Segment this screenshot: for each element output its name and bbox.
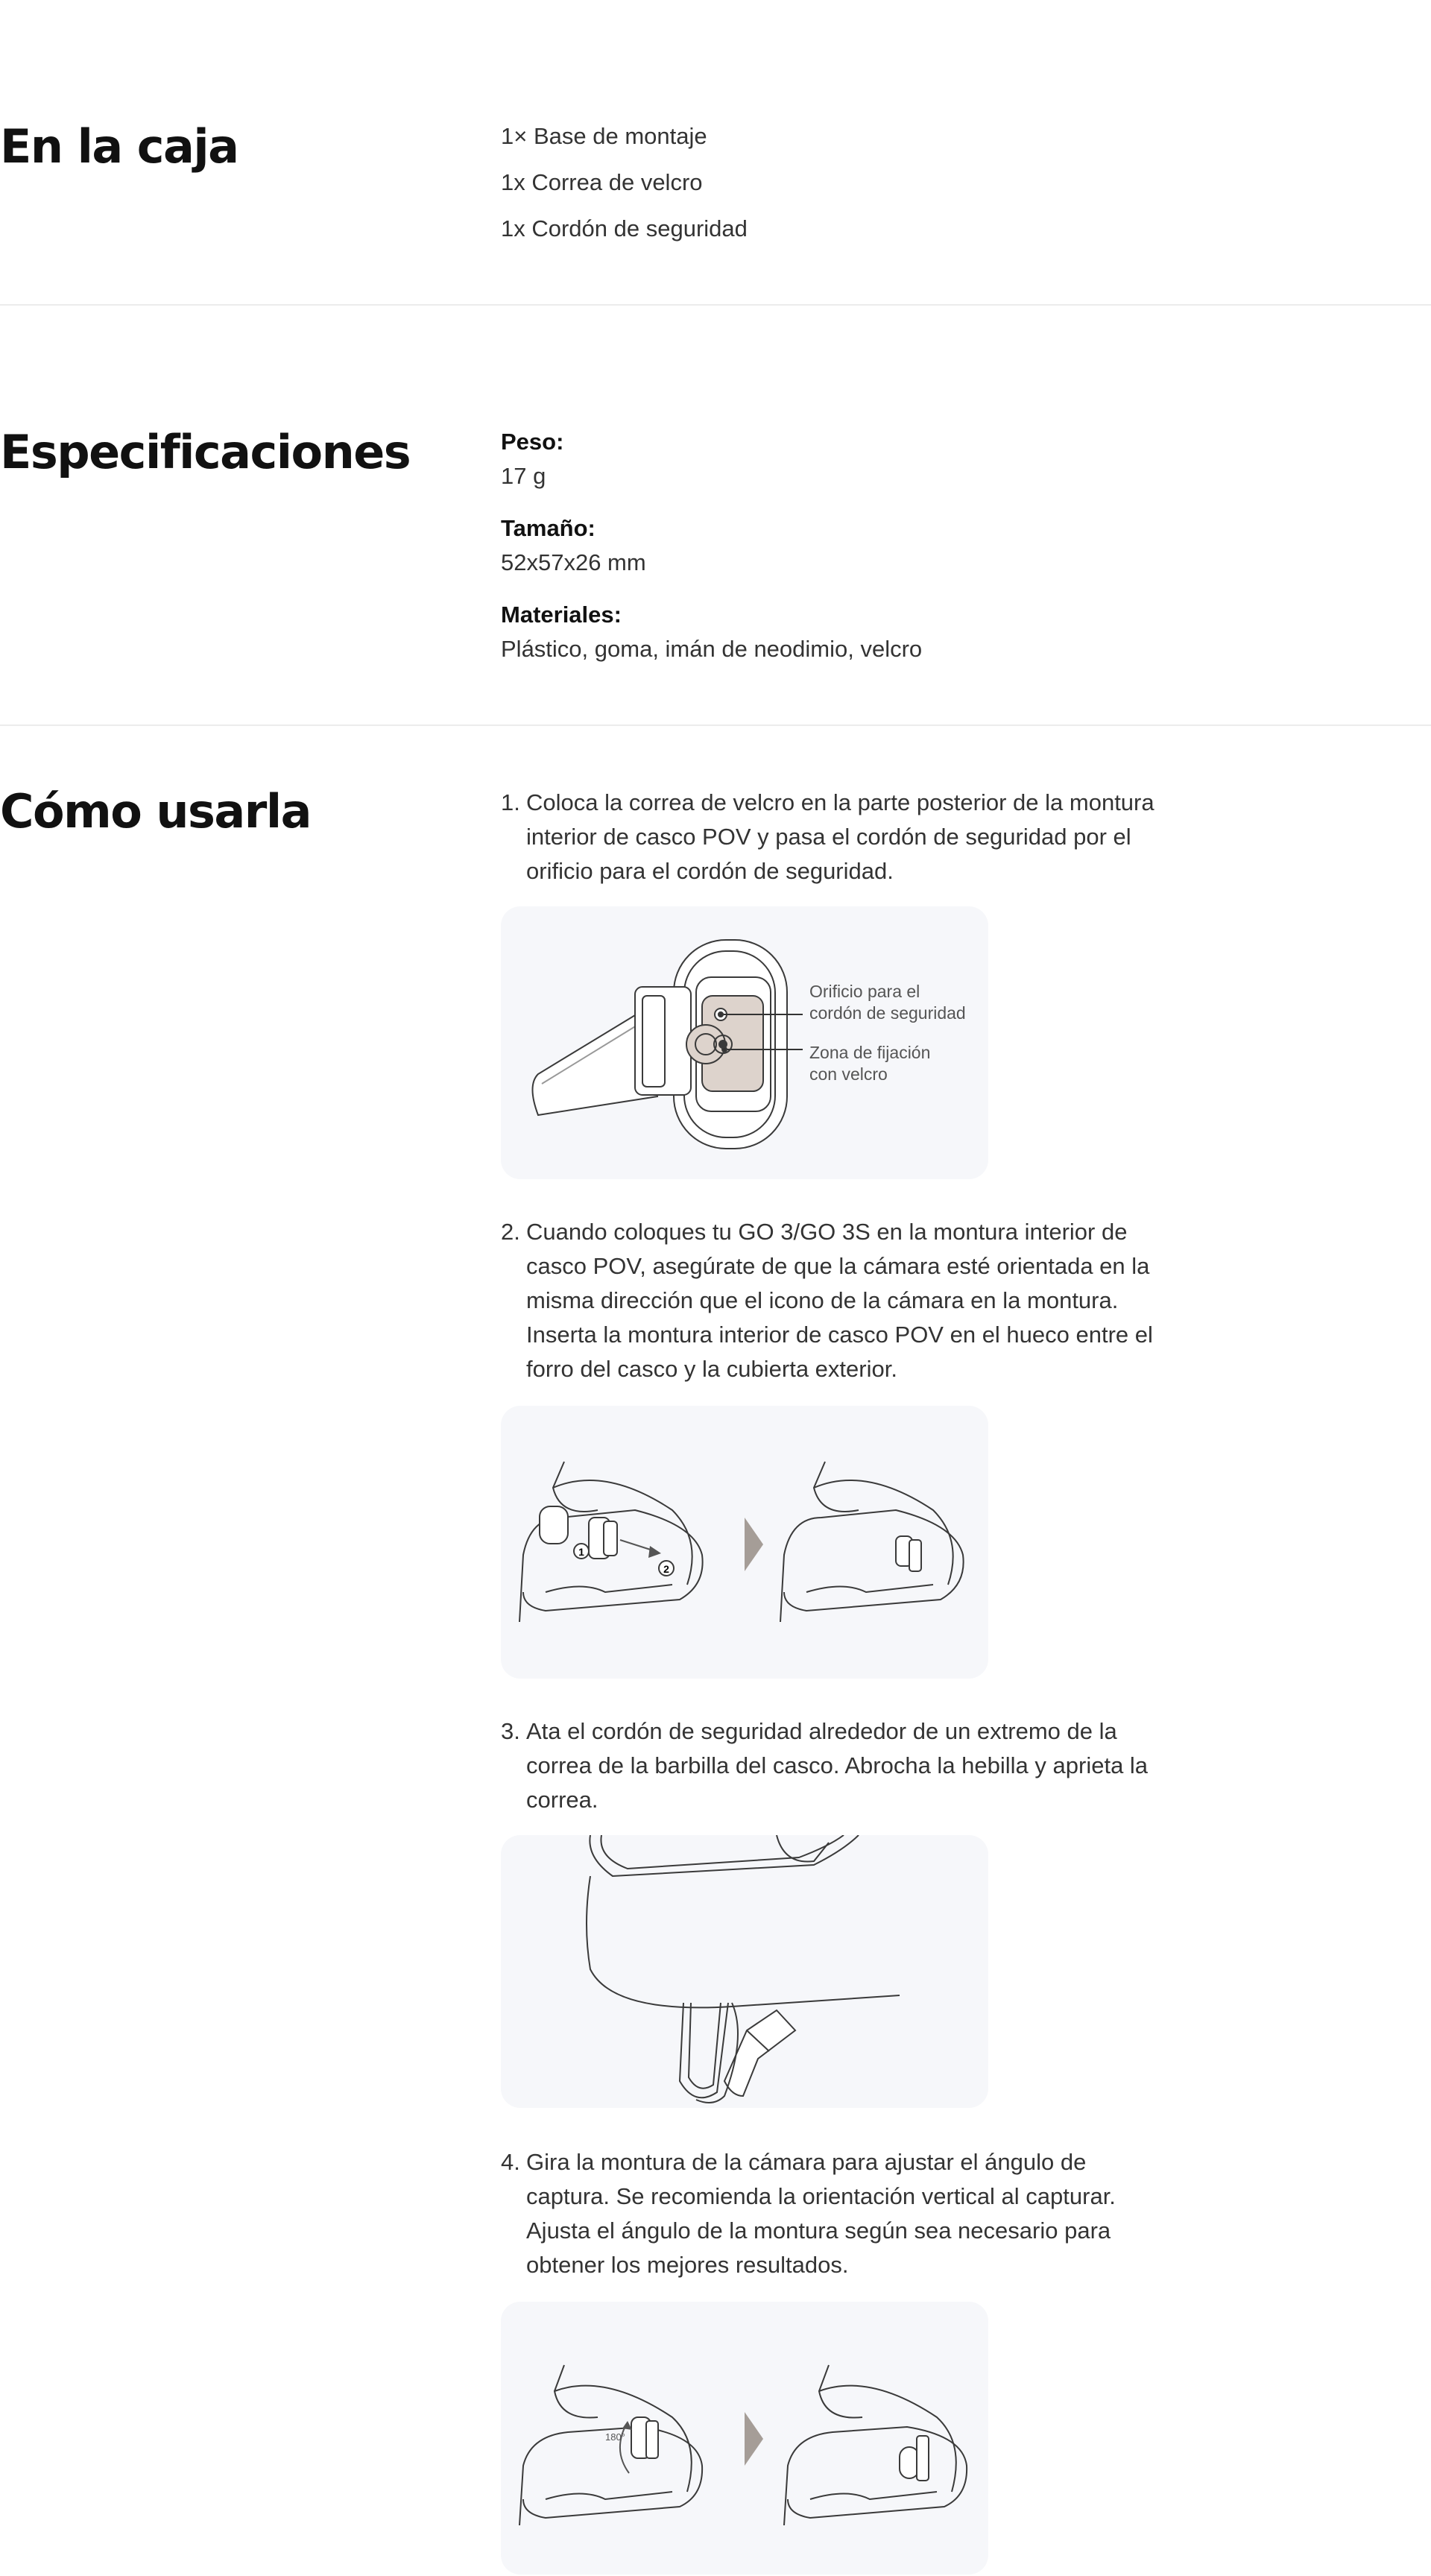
in-box-title: En la caja <box>0 119 238 174</box>
step-number: 3. <box>501 1718 520 1744</box>
spec-value: Plástico, goma, imán de neodimio, velcro <box>501 636 923 662</box>
spec-value: 52x57x26 mm <box>501 549 646 575</box>
step-text: Ata el cordón de seguridad alrededor de un extremo de la correa de la barbilla del casco. Abrocha la hebilla y aprieta la correa. <box>526 1718 1149 1813</box>
step-2-illustration <box>501 1406 988 1679</box>
step-4-illustration <box>501 2302 988 2575</box>
step-text: Gira la montura de la cámara para ajustar el ángulo de captura. Se recomienda la orientación vertical al capturar. Ajusta el ángulo de la montura según sea necesario para obtener los mejores resultados. <box>526 2149 1116 2278</box>
mount-back-diagram <box>501 906 988 1179</box>
step-3 <box>501 1714 1172 1817</box>
angle-label: 180° <box>605 2431 625 2443</box>
step-number: 4. <box>501 2149 520 2175</box>
arrow-right-icon <box>745 2412 763 2466</box>
usage-steps <box>501 0 1172 2576</box>
callout-lanyard-line1: Orificio para el <box>809 982 920 1001</box>
marker-two-label: 2 <box>663 1563 669 1575</box>
spec-label: Peso: <box>501 429 564 455</box>
rotate-mount-diagram <box>501 2302 988 2575</box>
step-number: 2. <box>501 1219 520 1245</box>
spec-label: Tamaño: <box>501 515 596 541</box>
usage-title: Cómo usarla <box>0 784 311 839</box>
chin-strap-diagram <box>501 1835 988 2108</box>
arrow-right-icon <box>745 1518 763 1571</box>
callout-velcro-line1: Zona de fijación <box>809 1043 931 1062</box>
in-box-item: 1x Cordón de seguridad <box>501 215 748 242</box>
callout-lanyard-line2: cordón de seguridad <box>809 1003 966 1023</box>
step-text: Cuando coloques tu GO 3/GO 3S en la montura interior de casco POV, asegúrate de que la cámara esté orientada en la misma dirección que el icono de la cámara en la montura. Inserta la montura interior de casco POV en el hueco entre el forro del casco y la cubierta exterior. <box>526 1219 1153 1382</box>
in-box-item: 1× Base de montaje <box>501 123 707 149</box>
in-box-item: 1x Correa de velcro <box>501 169 703 195</box>
step-1 <box>501 786 1172 888</box>
step-number: 1. <box>501 789 520 815</box>
spec-label: Materiales: <box>501 602 622 628</box>
step-3-illustration <box>501 1835 988 2108</box>
callout-velcro-line2: con velcro <box>809 1064 888 1084</box>
step-4 <box>501 2145 1172 2282</box>
spec-value: 17 g <box>501 463 546 489</box>
marker-one-label: 1 <box>578 1546 584 1558</box>
step-1-illustration <box>501 906 988 1179</box>
step-text: Coloca la correa de velcro en la parte posterior de la montura interior de casco POV y pasa el cordón de seguridad por el orificio para el cordón de seguridad. <box>526 789 1154 884</box>
insert-mount-diagram <box>501 1406 988 1679</box>
step-2 <box>501 1215 1172 1386</box>
specs-title: Especificaciones <box>0 425 411 479</box>
